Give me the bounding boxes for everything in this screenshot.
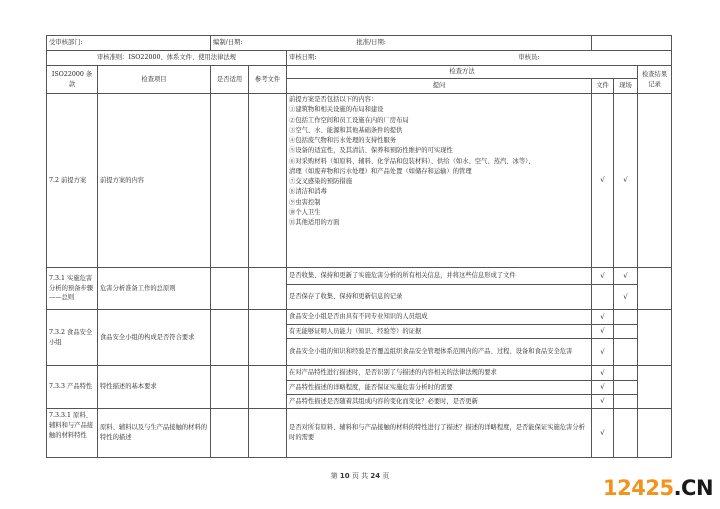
reference-7-2	[249, 94, 287, 268]
result-7-3-3	[638, 366, 672, 409]
question-7-3-3-a: 在对产品特性进行描述时，是否识别了与描述的内容相关的法律法规的要求	[287, 366, 592, 381]
site-check-7-3-1-b: √	[614, 285, 638, 310]
question-7-2	[287, 94, 592, 268]
item-7-3-3-1: 原料、辅料以及与生产品接触的材料的特性的描述	[98, 409, 211, 458]
approve-label: 批准/日期:	[356, 39, 386, 47]
section-7-3-1-row	[47, 268, 672, 285]
site-check-7-3-3-1	[614, 409, 638, 458]
column-header-row-1	[47, 66, 672, 79]
footer-total-pages: 24	[370, 472, 381, 480]
question-7-3-3-1: 是否对所有原料、辅料和与产品接触的材料的特性进行了描述？描述的详略程度，是否能保证实施危害分析时的需要	[287, 409, 592, 458]
doc-check-7-3-3-b: √	[592, 381, 614, 395]
dept-cell	[47, 36, 211, 51]
site-watermark	[603, 476, 713, 500]
footer-suffix: 页	[382, 472, 390, 480]
plan-line: ⑤设备的适宜性，及其清洁、保养和预防性维护的可实现性	[289, 147, 453, 155]
plan-line: ⑧清洁和消毒	[289, 188, 327, 196]
site-check-7-3-1-a: √	[614, 268, 638, 285]
applicable-7-2	[211, 94, 249, 268]
doc-check-7-3-2-b: √	[592, 325, 614, 339]
applicable-7-3-1	[211, 268, 249, 310]
item-7-2: 前提方案的内容	[98, 94, 211, 268]
clause-7-3-1: 7.3.1 实施危害分析的预备步骤——总则	[47, 268, 98, 310]
result-7-3-3-1	[638, 409, 672, 458]
clause-7-3-3: 7.3.3 产品特性	[47, 366, 98, 409]
col-document-header: 文件	[592, 79, 614, 94]
header-row-2	[47, 51, 672, 66]
col-item-header: 检查项目	[98, 66, 211, 94]
plan-line: ⑪其他适用的方面	[289, 219, 340, 226]
section-7-3-3-row	[47, 366, 672, 381]
doc-check-7-3-1-b	[592, 285, 614, 310]
question-7-3-2-c: 食品安全小组的知识和经验是否覆盖组织食品安全管理体系范围内的产品、过程、设备和食品安全危害	[287, 339, 592, 366]
plan-line: ④包括废气物和污水处理的支持性服务	[289, 137, 397, 144]
footer-middle: 页 共	[351, 472, 369, 480]
plan-line: 前提方案是否包括以下的内容：	[289, 96, 378, 103]
question-7-3-1-b: 是否保存了收集、保持和更新信息的记录	[287, 285, 592, 310]
plan-line: ②包括工作空间和员工设施在内的厂房布局	[289, 116, 409, 124]
prep-cell	[211, 36, 592, 51]
plan-line: ⑦交叉感染的预防措施	[289, 178, 352, 185]
section-7-3-3-1-row	[47, 409, 672, 458]
footer-prefix: 第	[330, 472, 338, 480]
audit-checklist-table	[46, 35, 672, 458]
audit-date-cell	[287, 51, 672, 66]
reference-7-3-3	[249, 366, 287, 409]
plan-line: ⑩个人卫生	[289, 208, 321, 216]
criteria-label: 审核准则：ISO22000、体系文件、使用法律法规	[96, 54, 237, 62]
footer-page-number: 10	[339, 472, 350, 480]
header-row-1	[47, 36, 672, 51]
clause-7-3-2: 7.3.2 食品安全小组	[47, 310, 98, 366]
doc-check-7-3-2-c: √	[592, 339, 614, 366]
plan-line: ③空气、水、能源和其他基础条件的提供	[289, 126, 403, 134]
clause-7-2: 7.2 前提方案	[47, 94, 98, 268]
result-7-3-1	[638, 268, 672, 310]
reference-7-3-3-1	[249, 409, 287, 458]
applicable-7-3-2	[211, 310, 249, 366]
col-clause-header: ISO22000 条款	[47, 66, 98, 94]
dept-label: 受审核部门:	[49, 39, 83, 47]
question-7-3-1-a: 是否收集、保持和更新了实施危害分析的所有相关信息，并将这些信息形成了文件	[287, 268, 592, 285]
site-check-7-2: √	[614, 94, 638, 268]
question-7-3-3-b: 产品特性描述的详略程度，能否保证实施危害分析时的需要	[287, 381, 592, 395]
result-7-2	[638, 94, 672, 268]
doc-check-7-3-1-a: √	[592, 268, 614, 285]
result-7-3-2	[638, 310, 672, 366]
criteria-cell	[47, 51, 287, 66]
site-check-7-3-3-c	[614, 395, 638, 409]
item-7-3-1: 危害分析准备工作的总原则	[98, 268, 211, 310]
prep-label: 编制/日期:	[213, 39, 243, 47]
doc-check-7-3-2-a: √	[592, 310, 614, 325]
plan-line: 清理（如废弃物和污水处理）和产品处置（如储存和运输）的管理	[289, 167, 472, 175]
doc-check-7-2: √	[592, 94, 614, 268]
header-blank-cell	[592, 36, 672, 51]
applicable-7-3-3-1	[211, 409, 249, 458]
section-7-2-row	[47, 94, 672, 268]
item-7-3-3: 特性描述的基本要求	[98, 366, 211, 409]
watermark-number: 12425	[603, 476, 674, 500]
col-question-header: 提问	[287, 79, 592, 94]
col-result-header: 检查结果记录	[638, 66, 672, 94]
section-7-3-2-row	[47, 310, 672, 325]
col-reference-header: 参考文件	[249, 66, 287, 94]
question-7-3-3-c: 产品特性描述是否随着其组成内容的变化而变化？必要时，是否更新	[287, 395, 592, 409]
item-7-3-2: 食品安全小组的构成是否符合要求	[98, 310, 211, 366]
auditor-label: 审核员:	[518, 54, 540, 62]
reference-7-3-1	[249, 268, 287, 310]
question-7-3-2-b: 有无能够证明人员能力（知识、经验等）的证据	[287, 325, 592, 339]
site-check-7-3-2-a	[614, 310, 638, 325]
col-method-header: 检查方法	[287, 66, 638, 79]
col-site-header: 现场	[614, 79, 638, 94]
col-applicable-header: 是否适用	[211, 66, 249, 94]
applicable-7-3-3	[211, 366, 249, 409]
site-check-7-3-2-b	[614, 325, 638, 339]
plan-line: ⑥对采购材料（如原料、辅料、化学品和包装材料）、供给（如水、空气、蒸汽、冰等）、	[289, 157, 535, 165]
site-check-7-3-3-b	[614, 381, 638, 395]
watermark-domain: .CN	[673, 476, 714, 500]
plan-line: ①建筑物和相关设施的布局和建设	[289, 106, 384, 114]
site-check-7-3-2-c	[614, 339, 638, 366]
doc-check-7-3-3-a: √	[592, 366, 614, 381]
site-check-7-3-3-a	[614, 366, 638, 381]
audit-date-label: 审核日期:	[289, 54, 317, 62]
doc-check-7-3-3-1: √	[592, 409, 614, 458]
plan-line: ⑨虫害控制	[289, 198, 321, 206]
doc-check-7-3-3-c: √	[592, 395, 614, 409]
question-7-3-2-a: 食品安全小组是否由具有不同专业知识的人员组成	[287, 310, 592, 325]
clause-7-3-3-1: 7.3.3.1 原料、辅料和与产品接触的材料特性	[47, 409, 98, 458]
reference-7-3-2	[249, 310, 287, 366]
